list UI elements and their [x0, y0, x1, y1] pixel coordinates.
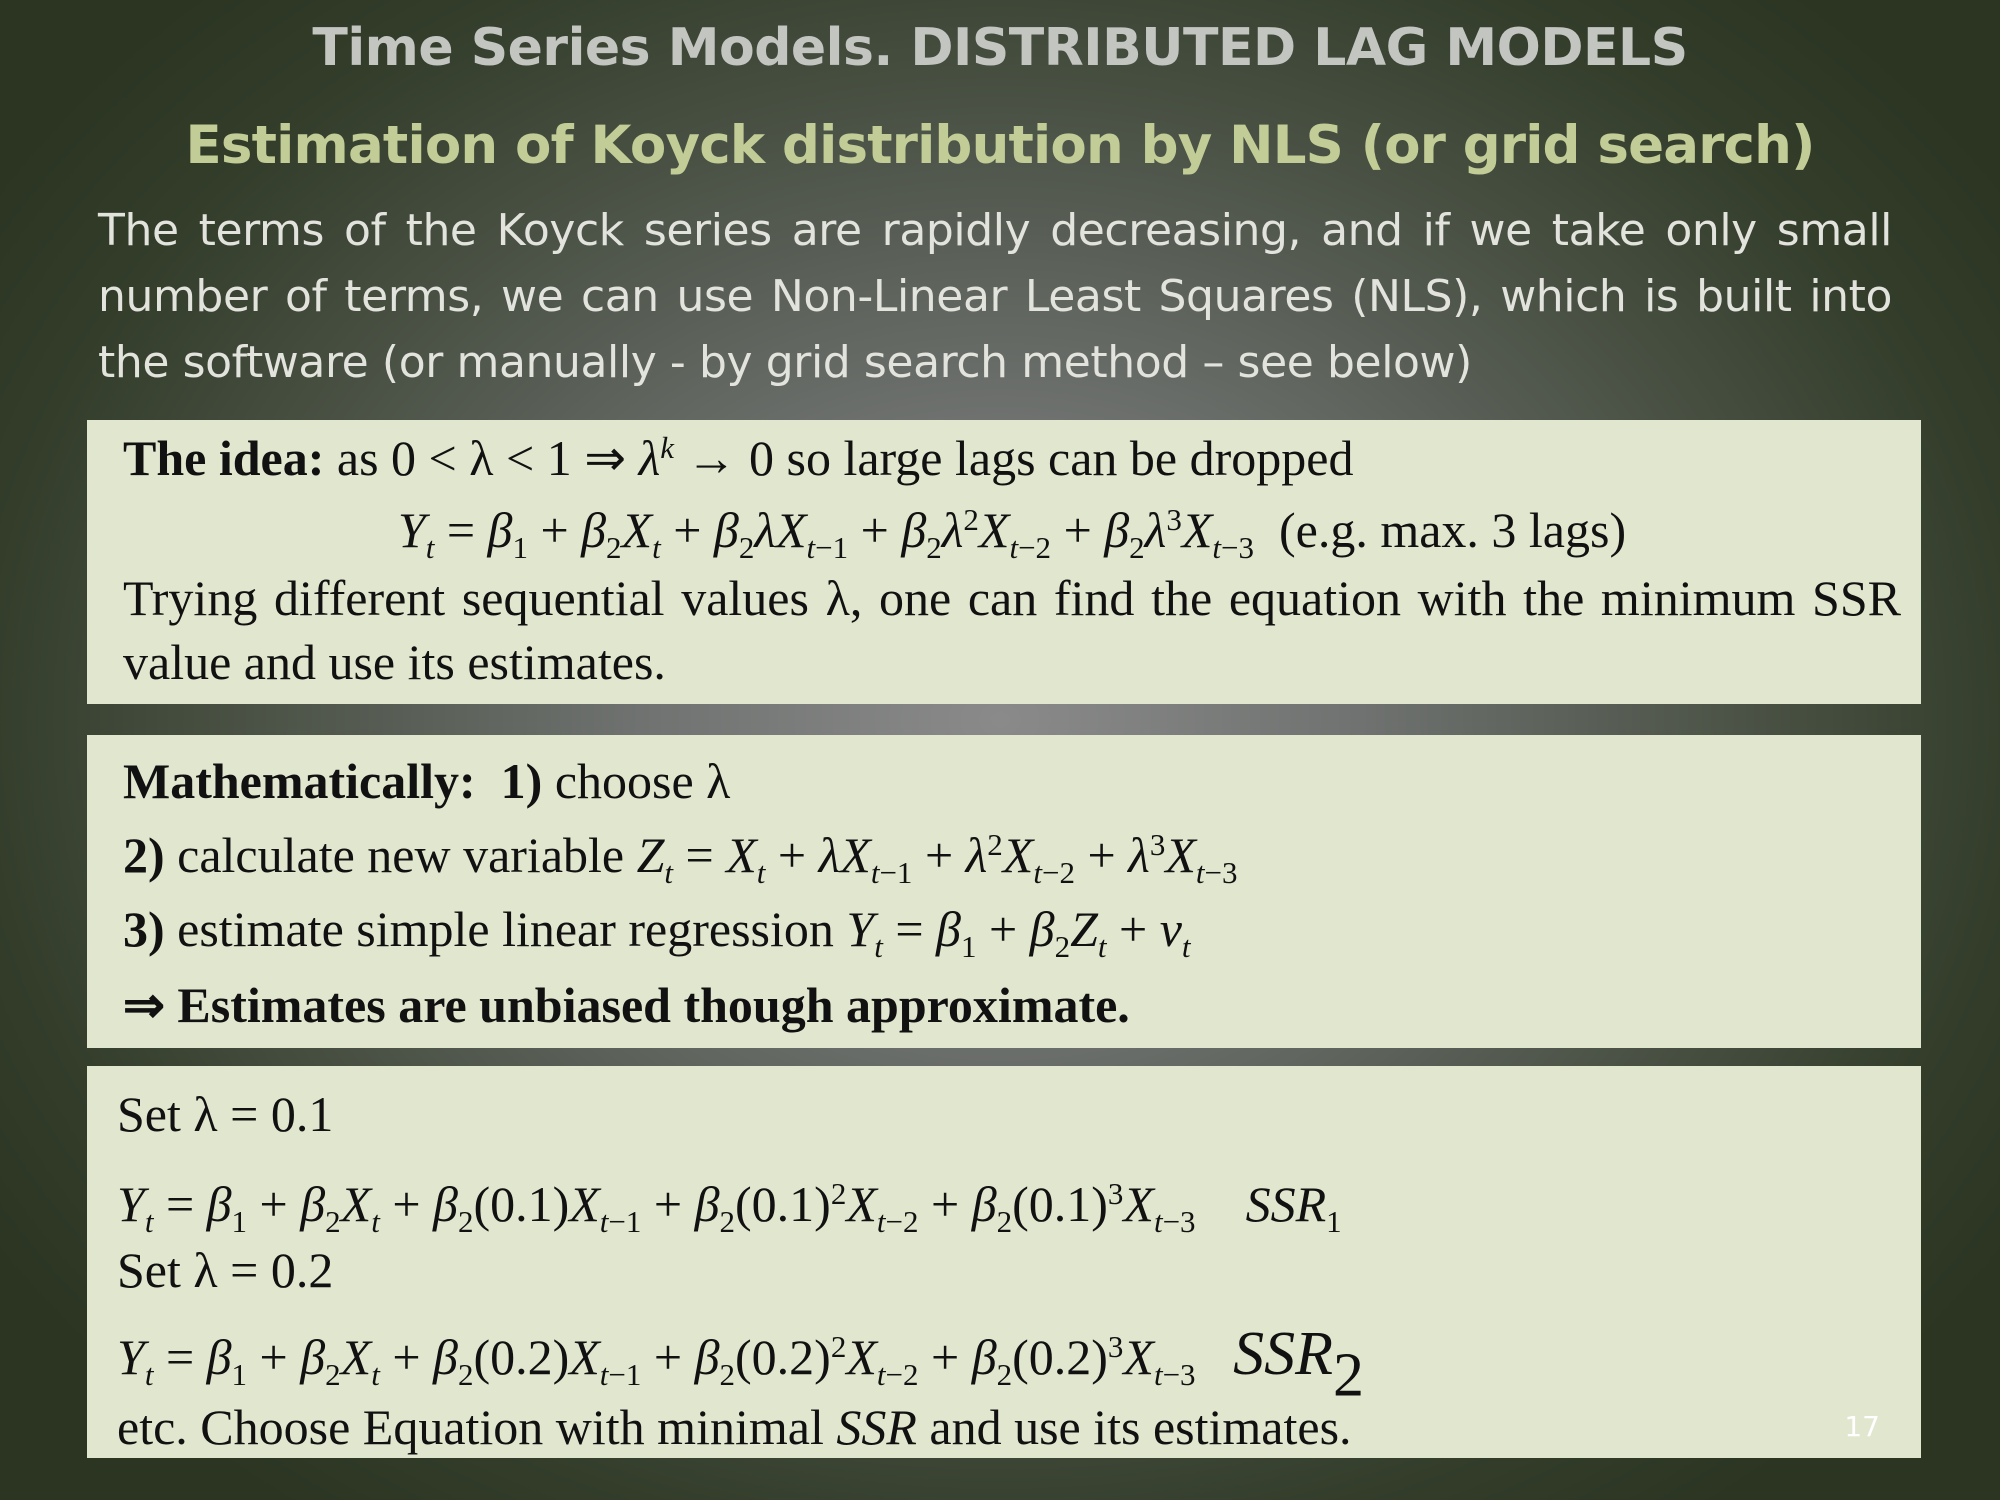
equation-note: (e.g. max. 3 lags)	[1278, 502, 1627, 558]
step1-text: choose λ	[554, 753, 731, 809]
idea-box	[87, 420, 1921, 704]
ssr1-label: SSR	[1245, 1176, 1327, 1232]
grid-search-box	[87, 1066, 1921, 1458]
ssr1-sub: 1	[1326, 1203, 1342, 1239]
trying-text: Trying different sequential values λ, one can find the equation with the minimum SSR value and use its estimates.	[123, 570, 1901, 690]
grid-equation-2: $Y_t = \beta_1 + \beta_2X_t + \beta_2(0.2)X_{t-1} + \beta_2(0.2)^2X_{t-2} + \beta_2(0.2)^3X_{t-3}$ $SSR_2$	[117, 1320, 1364, 1410]
math-step-1	[123, 751, 1901, 811]
intro-paragraph: The terms of the Koyck series are rapidly decreasing, and if we take only small number of terms, we can use Non-Linear Least Squares (NLS), which is built into the software (or manually - by grid search method – see below)	[98, 205, 1892, 388]
lambda-k-term: $\lambda^k$	[638, 429, 675, 486]
idea-condition-prefix: as 0 < λ < 1 ⇒	[336, 430, 639, 486]
final-prefix: etc. Choose Equation with minimal	[117, 1399, 837, 1455]
step3-number: 3)	[123, 901, 165, 957]
ssr2-sub: 2	[1332, 1341, 1364, 1410]
final-suffix: and use its estimates.	[916, 1399, 1352, 1455]
z-equation: $Z_t = X_t + \lambda X_{t-1} + \lambda^2X_{t-2} + \lambda^3X_{t-3}$	[636, 826, 1238, 890]
math-lead: Mathematically:	[123, 753, 476, 809]
idea-condition-suffix: → 0 so large lags can be dropped	[674, 430, 1354, 486]
set-lambda-2: Set λ = 0.2	[117, 1242, 334, 1298]
step3-text: estimate simple linear regression	[177, 901, 834, 957]
idea-lead: The idea:	[123, 430, 325, 486]
set-lambda-1: Set λ = 0.1	[117, 1086, 334, 1142]
koyck-truncated-equation: $Y_t = \beta_1 + \beta_2X_t + \beta_2\lambda X_{t-1} + \beta_2\lambda^2X_{t-2} + \beta_2\lambda^3X_{t-3}$ (e.g. max. 3 lags)	[397, 501, 1627, 565]
final-ssr: SSR	[836, 1399, 917, 1455]
step1-number: 1)	[500, 753, 543, 809]
math-conclusion: ⇒ Estimates are unbiased though approximate.	[123, 977, 1130, 1033]
slide-title: Time Series Models. DISTRIBUTED LAG MODELS	[312, 18, 1688, 78]
step2-number: 2)	[123, 827, 165, 883]
grid-conclusion	[117, 1397, 1901, 1457]
page-number: 17	[1844, 1410, 1880, 1443]
ssr2-label: SSR	[1233, 1320, 1333, 1388]
math-step-2	[123, 825, 1901, 890]
slide-subtitle: Estimation of Koyck distribution by NLS (or grid search)	[185, 115, 1815, 176]
idea-line	[123, 428, 1901, 488]
math-box	[87, 735, 1921, 1048]
grid-equation-1: $Y_t = \beta_1 + \beta_2X_t + \beta_2(0.1)X_{t-1} + \beta_2(0.1)^2X_{t-2} + \beta_2(0.1)^3X_{t-3}$ $SSR_1$	[117, 1175, 1342, 1239]
step2-text: calculate new variable	[177, 827, 625, 883]
math-step-3	[123, 899, 1901, 964]
regression-equation: $Y_t = \beta_1 + \beta_2Z_t + v_t$	[846, 901, 1191, 964]
